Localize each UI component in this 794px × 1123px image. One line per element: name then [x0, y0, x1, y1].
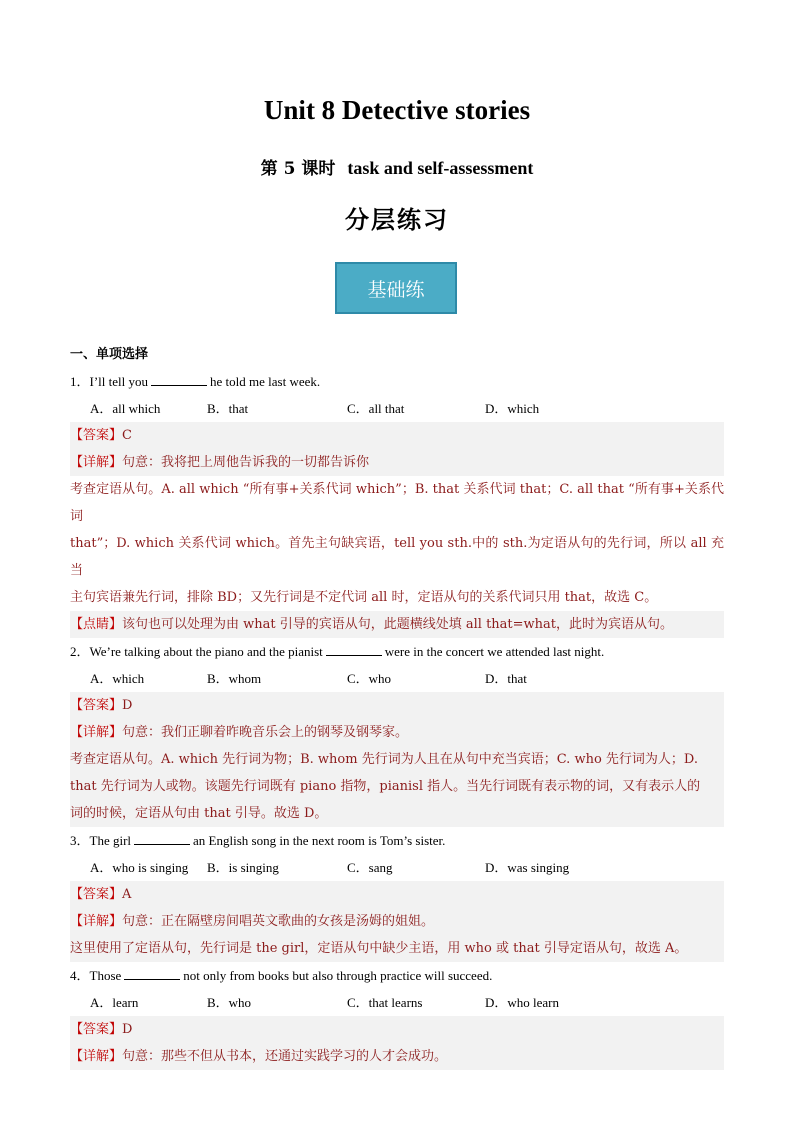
practice-heading: 分层练习 [345, 205, 449, 234]
detail-tag: 【详解】 [70, 1049, 123, 1064]
question-number: 2． [70, 644, 90, 659]
question-number: 3． [70, 833, 90, 848]
answer-blank [326, 641, 382, 656]
question-1 [70, 368, 724, 638]
detail-text: 句意：正在隔壁房间唱英文歌曲的女孩是汤姆的姐姐。 [122, 914, 435, 929]
stem-before: I’ll tell you [89, 374, 149, 389]
answer-line [70, 881, 724, 908]
explanation-line: 主句宾语兼先行词，排除 BD；又先行词是不定代词 all 时，定语从句的关系代词只用 that，故选 C。 [70, 590, 658, 605]
detail-text: 句意：我们正聊着昨晚音乐会上的钢琴及钢琴家。 [122, 725, 409, 740]
detail-tag: 【详解】 [70, 725, 123, 740]
option-a: A．which [90, 671, 145, 686]
detail-line [70, 908, 724, 935]
note-text: 该句也可以处理为由 what 引导的宾语从句，此题横线处填 all that=what，此时为宾语从句。 [122, 617, 674, 632]
level-badge: 基础练 [335, 262, 457, 314]
lesson-topic: task and self-assessment [347, 158, 534, 178]
answer-value: A [122, 887, 132, 902]
detail-text: 句意：我将把上周他告诉我的一切都告诉你 [122, 455, 370, 470]
stem-after: were in the concert we attended last night. [384, 644, 605, 659]
question-number: 1． [70, 374, 90, 389]
question-stem [70, 962, 724, 989]
option-b: B．that [207, 401, 249, 416]
option-c: C．sang [347, 860, 393, 875]
detail-line [70, 449, 724, 476]
option-b: B．whom [207, 671, 262, 686]
answer-blank [151, 371, 207, 386]
option-c: C．all that [347, 401, 405, 416]
exercise-content [70, 341, 724, 1070]
question-3 [70, 827, 724, 962]
question-4 [70, 962, 724, 1070]
option-c: C．that learns [347, 995, 423, 1010]
question-stem [70, 368, 724, 395]
option-a: A．learn [90, 995, 139, 1010]
stem-before: The girl [89, 833, 132, 848]
stem-after: he told me last week. [210, 374, 321, 389]
option-b: B．who [207, 995, 252, 1010]
option-a: A．who is singing [90, 860, 189, 875]
question-2 [70, 638, 724, 827]
explanation-line: 这里使用了定语从句，先行词是 the girl，定语从句中缺少主语，用 who 或 that 引导定语从句，故选 A。 [70, 941, 688, 956]
detail-tag: 【详解】 [70, 455, 123, 470]
note-block [70, 611, 724, 638]
explanation-line: 词的时候，定语从句由 that 引导。故选 D。 [70, 806, 328, 821]
page-title: Unit 8 Detective stories [263, 95, 531, 125]
answer-block [70, 422, 724, 476]
options-row [70, 395, 724, 422]
answer-value: D [122, 698, 133, 713]
detail-line [70, 719, 724, 746]
answer-value: D [122, 1022, 133, 1037]
option-d: D．who learn [485, 995, 560, 1010]
detail-line [70, 1043, 724, 1070]
option-d: D．that [485, 671, 527, 686]
answer-block [70, 692, 724, 827]
detail-text: 句意：那些不但从书本，还通过实践学习的人才会成功。 [122, 1049, 448, 1064]
options-row [70, 665, 724, 692]
option-c: C．who [347, 671, 392, 686]
section-title: 一、单项选择 [70, 347, 149, 362]
question-number: 4． [70, 968, 90, 983]
answer-line [70, 692, 724, 719]
option-b: B．is singing [207, 860, 279, 875]
answer-blank [124, 965, 180, 980]
answer-value: C [122, 428, 132, 443]
answer-blank [134, 830, 190, 845]
options-row [70, 989, 724, 1016]
answer-tag: 【答案】 [70, 698, 123, 713]
note-line [70, 611, 724, 638]
stem-after: an English song in the next room is Tom’s sister. [193, 833, 446, 848]
option-d: D．which [485, 401, 540, 416]
answer-block [70, 1016, 724, 1070]
answer-block [70, 881, 724, 962]
detail-tag: 【详解】 [70, 914, 123, 929]
lesson-subtitle [0, 154, 794, 179]
question-stem [70, 827, 724, 854]
question-stem [70, 638, 724, 665]
explanation-line: 考查定语从句。A. which 先行词为物；B. whom 先行词为人且在从句中充当宾语；C. who 先行词为人；D. [70, 752, 698, 767]
stem-before: Those [89, 968, 122, 983]
explanation-line: 考查定语从句。A. all which “所有事+关系代词 which”；B. that 关系代词 that；C. all that “所有事+关系代词 [70, 482, 724, 524]
lesson-number: 第 5 课时 [260, 159, 336, 179]
answer-tag: 【答案】 [70, 887, 123, 902]
explanation-line: that”；D. which 关系代词 which。首先主句缺宾语，tell you sth.中的 sth.为定语从句的先行词，所以 all 充当 [70, 536, 724, 578]
answer-line [70, 422, 724, 449]
answer-tag: 【答案】 [70, 1022, 123, 1037]
options-row [70, 854, 724, 881]
note-tag: 【点睛】 [70, 617, 123, 632]
stem-before: We’re talking about the piano and the pianist [89, 644, 323, 659]
answer-tag: 【答案】 [70, 428, 123, 443]
explanation-line: that 先行词为人或物。该题先行词既有 piano 指物，pianisl 指人。当先行词既有表示物的词，又有表示人的 [70, 779, 701, 794]
answer-line [70, 1016, 724, 1043]
option-d: D．was singing [485, 860, 570, 875]
option-a: A．all which [90, 401, 161, 416]
stem-after: not only from books but also through practice will succeed. [183, 968, 493, 983]
